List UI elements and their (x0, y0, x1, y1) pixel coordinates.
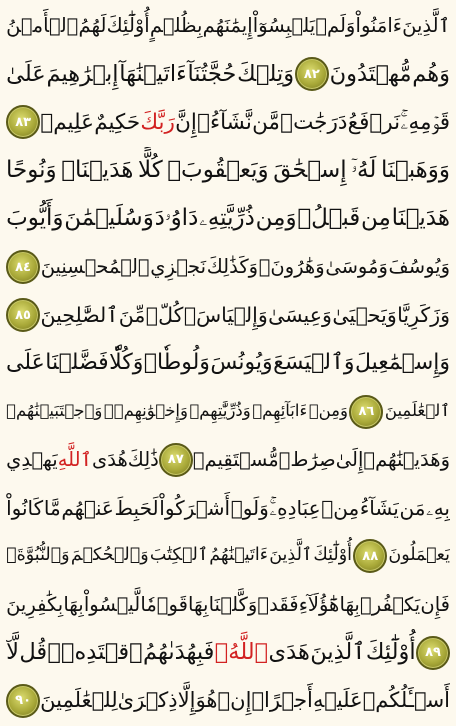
verse-word: لَهُمُ (78, 14, 107, 38)
verse-word: وَهَٰرُونَۚ (258, 255, 325, 279)
verse-word: ٱلَّذِينَ (269, 545, 313, 566)
verse-word: أَشۡرَكُواْ (159, 495, 231, 520)
verse-word: لَحَبِطَ (114, 495, 159, 520)
verse-word: وَكَذَٰلِكَ (206, 255, 259, 279)
ayah-number-marker: ٩٠ (6, 684, 40, 718)
verse-word: ءَابَآئِهِمۡ (252, 401, 308, 421)
verse-word: مِن (361, 205, 391, 232)
verse-line (6, 532, 450, 580)
verse-line (6, 436, 450, 484)
divine-name-word: ٱللَّهُۖ (214, 639, 269, 666)
verse-word: مِنۡ (321, 495, 360, 520)
verse-word: وَيُونُسَ (210, 350, 273, 376)
verse-word: وَذُرِّيَّٰتِهِمۡ (189, 401, 251, 421)
verse-line (6, 291, 450, 339)
verse-line (6, 243, 450, 291)
verse-word: بِظُلۡمٍ (149, 14, 203, 38)
verse-word: إِسۡحَٰقَ (273, 157, 347, 184)
verse-line (6, 484, 450, 532)
verse-word: ٱلَّذِينَ (402, 14, 450, 38)
verse-word: كُلًّا (137, 157, 163, 184)
verse-word: إِلَّا (177, 688, 196, 713)
verse-word: لَّيۡسُواْ (83, 592, 141, 616)
verse-word: إِلَىٰ (335, 448, 364, 472)
verse-word: عَلَيۡهِ (312, 688, 363, 713)
verse-line (6, 388, 450, 436)
verse-word: مَن (399, 495, 426, 520)
verse-word: قَبۡلُۖ (297, 205, 361, 232)
verse-word: وَوَهَبۡنَا (380, 157, 450, 184)
verse-word: قُل (19, 639, 48, 666)
verse-word: ٱقۡتَدِهۡۗ (47, 639, 143, 666)
verse-word: هَدَيۡنَا (391, 205, 450, 232)
verse-word: أَجۡرًاۖ (251, 688, 313, 713)
ayah-number-marker: ٨٧ (159, 443, 193, 477)
verse-word: وَمِنۡ (308, 401, 348, 421)
ayah-number-marker: ٨٥ (6, 298, 40, 332)
verse-word: بِهَا (188, 592, 209, 616)
verse-word: مِّنَ (118, 302, 146, 327)
verse-word: مَّا (43, 495, 61, 520)
verse-word: نَجۡزِي (150, 255, 207, 279)
verse-word: وَإِخۡوَٰنِهِمۡۖ (103, 401, 188, 421)
verse-word: نَرۡفَعُ (347, 109, 401, 135)
divine-name-word: ٱللَّهِ (57, 448, 92, 472)
verse-word: عَلَى (6, 350, 45, 376)
verse-word: فَقَدۡ (257, 592, 299, 616)
verse-word: لِلۡعَٰلَمِينَ (40, 688, 118, 713)
verse-word: يَلۡبِسُوٓاْ (252, 14, 316, 38)
verse-word: حُجَّتُنَآ (187, 61, 237, 88)
ayah-number-marker: ٨٤ (6, 250, 40, 284)
verse-line (6, 50, 450, 98)
verse-word: ٱلَّذِينَ (310, 639, 366, 666)
verse-line (6, 147, 450, 195)
verse-word: نَّشَآءُۗ (197, 109, 252, 135)
ayah-number-marker: ٨٦ (349, 395, 383, 429)
verse-word: إِنۡ (217, 688, 252, 713)
verse-word: ٱلۡكِتَٰبَ (149, 545, 209, 566)
verse-word: وَزَكَرِيَّا (397, 302, 450, 327)
verse-word: وَمِن (255, 205, 297, 232)
verse-word: يَهۡدِي (6, 448, 58, 472)
verse-word: وَعِيسَىٰ (268, 302, 332, 327)
verse-word: إِنَّ (175, 109, 197, 135)
verse-word: مُّهۡتَدُونَ (329, 61, 412, 88)
verse-word: وَٱلۡحُكۡمَ (70, 545, 149, 566)
verse-word: ٱلۡأَمۡنُ (6, 14, 79, 38)
verse-word: كَانُواْ (6, 495, 44, 520)
verse-word: حَكِيمٌ (94, 109, 141, 135)
verse-word: وَسُلَيۡمَٰنَ (64, 205, 154, 232)
verse-word: يَكۡفُرۡ (360, 592, 421, 616)
verse-word: وَٱجۡتَبَيۡنَٰهُمۡ (6, 401, 103, 421)
verse-word: هَدَيۡنَاۚ (61, 157, 134, 184)
verse-word: هَدَى (268, 639, 310, 666)
verse-word: هَٰٓؤُلَآءِ (298, 592, 340, 616)
verse-word: بِكَٰفِرِينَ (6, 592, 64, 616)
verse-word: وَكُلّٗا (109, 350, 144, 376)
verse-word: ٱلۡمُحۡسِنِينَ (40, 255, 150, 279)
verse-line (6, 195, 450, 243)
verse-line (6, 339, 450, 387)
verse-word: قَوۡمٗا (140, 592, 188, 616)
verse-word: عَلَىٰ (6, 61, 46, 88)
ayah-number-marker: ٨٨ (353, 539, 387, 573)
verse-word: وَيَحۡيَىٰ (332, 302, 397, 327)
ayah-number-marker: ٨٩ (416, 636, 450, 670)
ayah-number-marker: ٨٣ (6, 105, 40, 139)
verse-word: مَّن (252, 109, 280, 135)
verse-word: ذُرِّيَّتِهِۦ (199, 205, 255, 232)
verse-word: وَيُوسُفَ (388, 255, 450, 279)
divine-name-word: رَبَّكَ (140, 109, 175, 135)
verse-word: فَضَّلۡنَا (45, 350, 109, 376)
verse-word: ذِكۡرَىٰ (117, 688, 178, 713)
verse-word: وَلُوطٗاۚ (143, 350, 210, 376)
verse-word: وَلَوۡ (230, 495, 269, 520)
verse-word: ذَٰلِكَ (127, 448, 159, 472)
verse-word: أَسۡـَٔلُكُمۡ (362, 688, 450, 713)
verse-word: وَأَيُّوبَ (6, 205, 64, 232)
verse-word: يَشَآءُ (359, 495, 399, 520)
verse-line (6, 98, 450, 146)
verse-word: إِيمَٰنَهُم (202, 14, 253, 38)
verse-word: وَهُم (412, 61, 450, 88)
verse-word: فَبِهُدَىٰهُمُ (143, 639, 215, 666)
verse-word: وَنُوحًا (6, 157, 57, 184)
verse-word: كُلّٞ (145, 302, 184, 327)
verse-word: هُوَ (195, 688, 218, 713)
verse-word: أُوْلَٰٓئِكَ (365, 639, 416, 666)
verse-word: مُّسۡتَقِيمٖ (192, 448, 279, 472)
verse-word: هُدَى (91, 448, 128, 472)
verse-word: دَرَجَٰتٖ (280, 109, 348, 135)
verse-line (6, 2, 450, 50)
verse-word: عِبَادِهِۦۚ (269, 495, 321, 520)
verse-word: صِرَٰطٖ (278, 448, 336, 472)
verse-word: بِهَا (339, 592, 360, 616)
verse-word: وَتِلۡكَ (237, 61, 295, 88)
ayah-number-marker: ٨٢ (295, 57, 329, 91)
verse-line (6, 580, 450, 628)
verse-word: أُوْلَٰٓئِكَ (106, 14, 150, 38)
verse-line (6, 677, 450, 725)
verse-word: ٱلصَّٰلِحِينَ (40, 302, 119, 327)
verse-word: وَإِلۡيَاسَۖ (183, 302, 268, 327)
verse-word: يَعۡمَلُونَ (388, 545, 450, 566)
verse-word: لَهُۥٓ (351, 157, 377, 184)
verse-word: عَلِيمٞ (40, 109, 94, 135)
verse-word: وَٱلنُّبُوَّةَۚ (6, 545, 70, 566)
verse-word: دَاوُۥدَ (154, 205, 199, 232)
verse-word: لَّآ (6, 639, 19, 666)
verse-word: بِهِۦ (426, 495, 450, 520)
verse-word: ءَامَنُواْ (355, 14, 402, 38)
verse-word: وَهَدَيۡنَٰهُمۡ (363, 448, 450, 472)
verse-line (6, 628, 450, 676)
verse-word: وَلَمۡ (315, 14, 356, 38)
verse-word: وَٱلۡيَسَعَ (273, 350, 355, 376)
verse-word: ءَاتَيۡنَٰهُمُ (209, 545, 269, 566)
verse-word: وَيَعۡقُوبَۚ (167, 157, 269, 184)
verse-word: وَإِسۡمَٰعِيلَ (354, 350, 450, 376)
verse-word: أُوْلَٰٓئِكَ (313, 545, 353, 566)
verse-word: وَمُوسَىٰ (325, 255, 388, 279)
verse-word: وَكَّلۡنَا (208, 592, 258, 616)
verse-word: ءَاتَيۡنَٰهَآ (119, 61, 187, 88)
verse-word: فَإِن (420, 592, 450, 616)
verse-word: ٱلۡعَٰلَمِينَ (384, 401, 450, 421)
verse-word: بِهَا (63, 592, 84, 616)
verse-word: قَوۡمِهِۦۚ (400, 109, 450, 135)
verse-word: إِبۡرَٰهِيمَ (46, 61, 119, 88)
verse-word: عَنۡهُم (61, 495, 114, 520)
